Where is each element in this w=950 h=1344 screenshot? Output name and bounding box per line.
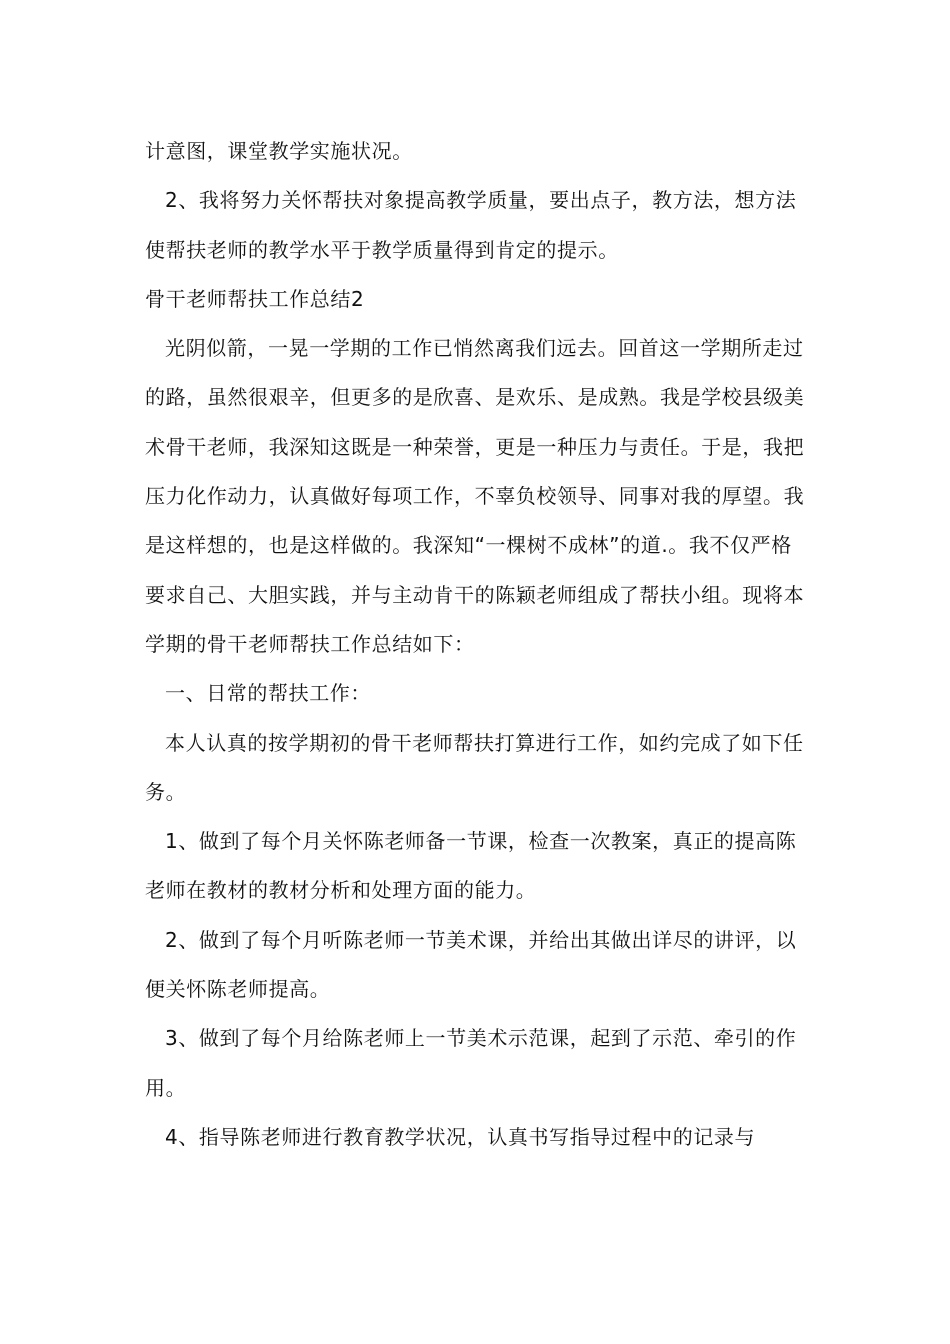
paragraph-continuation: 计意图，课堂教学实施状况。 <box>145 139 413 163</box>
paragraph-item-2-plan: 2、我将努力关怀帮扶对象提高教学质量，要出点子，教方法，想方法使帮扶老师的教学水平于教学质量得到肯定的提示。 <box>145 188 797 262</box>
list-item-3: 3、做到了每个月给陈老师上一节美术示范课，起到了示范、牵引的作用。 <box>145 1026 797 1100</box>
section-heading: 骨干老师帮扶工作总结2 <box>145 286 365 311</box>
document-body <box>145 127 810 1162</box>
paragraph-intro: 光阴似箭，一晃一学期的工作已悄然离我们远去。回首这一学期所走过的路，虽然很艰辛，但更多的是欣喜、是欢乐、是成熟。我是学校县级美术骨干老师，我深知这既是一种荣誉，更是一种压力与责任。于是，我把压力化作动力，认真做好每项工作，不辜负校领导、同事对我的厚望。我是这样想的，也是这样做的。我深知“一棵树不成林”的道.。我不仅严格要求自己、大胆实践，并与主动肯干的陈颖老师组成了帮扶小组。现将本学期的骨干老师帮扶工作总结如下： <box>145 336 805 656</box>
list-item-2: 2、做到了每个月听陈老师一节美术课，并给出其做出详尽的讲评，以便关怀陈老师提高。 <box>145 927 797 1002</box>
list-item-1: 1、做到了每个月关怀陈老师备一节课，检查一次教案，真正的提高陈老师在教材的教材分析和处理方面的能力。 <box>145 829 797 903</box>
list-item-4: 4、指导陈老师进行教育教学状况，认真书写指导过程中的记录与 <box>165 1124 756 1149</box>
paragraph-tasks-intro: 本人认真的按学期初的骨干老师帮扶打算进行工作，如约完成了如下任务。 <box>145 730 804 804</box>
subheading-daily-work: 一、日常的帮扶工作： <box>165 681 371 706</box>
